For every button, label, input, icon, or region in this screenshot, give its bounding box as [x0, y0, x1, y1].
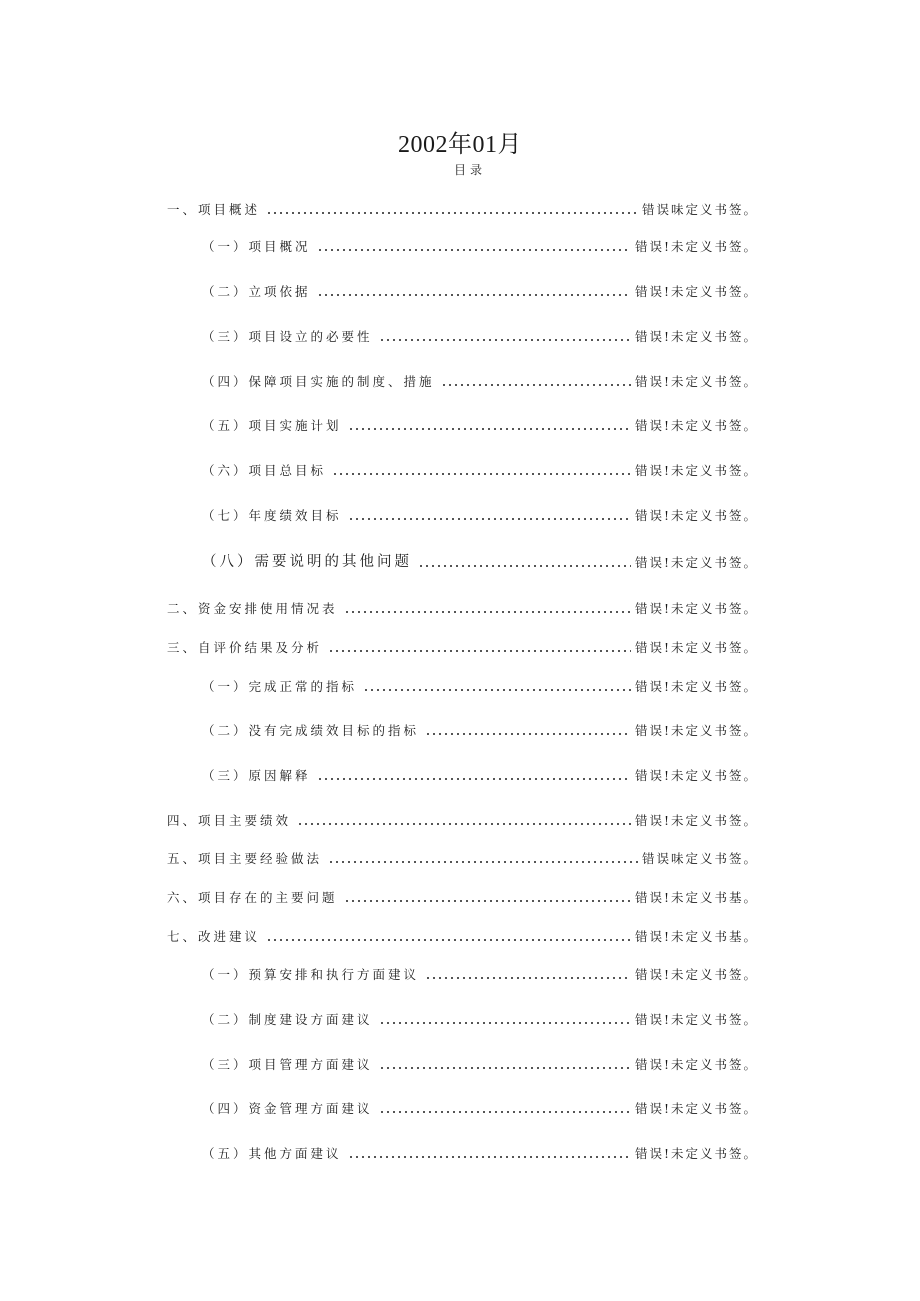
- toc-entry-label: 六、项目存在的主要问题: [167, 890, 338, 905]
- dot-leader: [317, 769, 631, 781]
- toc-entry-1-3[interactable]: [202, 325, 758, 345]
- toc-entry-4[interactable]: [167, 809, 758, 829]
- toc-entry-7-2[interactable]: [202, 1008, 758, 1028]
- dot-leader: [328, 852, 638, 864]
- dot-leader: [328, 641, 631, 653]
- toc-entry-page-ref: 错误!未定义书签。: [634, 239, 758, 254]
- toc-entry-3-2[interactable]: [202, 719, 758, 739]
- toc-entry-label: （七）年度绩效目标: [202, 508, 342, 523]
- dot-leader: [266, 203, 638, 215]
- toc-entry-page-ref: 错误味定义书签。: [641, 851, 758, 866]
- dot-leader: [425, 724, 631, 736]
- dot-leader: [425, 968, 631, 980]
- dot-leader: [418, 556, 631, 568]
- toc-entry-label: （五）项目实施计划: [202, 418, 342, 433]
- dot-leader: [348, 1147, 631, 1159]
- toc-entry-1-1[interactable]: [202, 235, 758, 255]
- toc-entry-page-ref: 错误!未定义书签。: [634, 284, 758, 299]
- dot-leader: [379, 1013, 631, 1025]
- toc-entry-label: 四、项目主要绩效: [167, 813, 292, 828]
- toc-entry-page-ref: 错误!未定义书签。: [634, 555, 758, 570]
- toc-entry-7-3[interactable]: [202, 1053, 758, 1073]
- toc-entry-2[interactable]: [167, 597, 758, 617]
- dot-leader: [348, 419, 631, 431]
- toc-entry-page-ref: 错误!未定义书基。: [634, 929, 758, 944]
- dot-leader: [379, 1058, 631, 1070]
- toc-entry-label: （二）制度建设方面建议: [202, 1012, 373, 1027]
- toc-entry-page-ref: 错误!未定义书签。: [634, 1012, 758, 1027]
- toc-entry-label: （一）项目概况: [202, 239, 311, 254]
- toc-entry-1-6[interactable]: [202, 459, 758, 479]
- dot-leader: [441, 375, 631, 387]
- toc-entry-label: （二）立项依据: [202, 284, 311, 299]
- toc-entry-1-4[interactable]: [202, 370, 758, 390]
- toc-entry-page-ref: 错误!未定义书签。: [634, 329, 758, 344]
- toc-entry-1-8[interactable]: [202, 551, 758, 571]
- toc-entry-label: （四）资金管理方面建议: [202, 1101, 373, 1116]
- toc-entry-page-ref: 错误!未定义书签。: [634, 1057, 758, 1072]
- toc-entry-page-ref: 错误!未定义书签。: [634, 768, 758, 783]
- toc-entry-page-ref: 错误!未定义书签。: [634, 463, 758, 478]
- toc-entry-5[interactable]: [167, 847, 758, 867]
- toc-entry-7-5[interactable]: [202, 1142, 758, 1162]
- toc-entry-label: （五）其他方面建议: [202, 1146, 342, 1161]
- toc-entry-label: 二、资金安排使用情况表: [167, 601, 338, 616]
- toc-entry-label: （三）项目管理方面建议: [202, 1057, 373, 1072]
- toc-entry-1-2[interactable]: [202, 280, 758, 300]
- toc-entry-page-ref: 错误!未定义书签。: [634, 374, 758, 389]
- dot-leader: [379, 1102, 631, 1114]
- toc-entry-page-ref: 错误!未定义书签。: [634, 1146, 758, 1161]
- dot-leader: [332, 464, 631, 476]
- toc-entry-page-ref: 错误!未定义书签。: [634, 640, 758, 655]
- toc-entry-3-1[interactable]: [202, 675, 758, 695]
- toc-entry-page-ref: 错误味定义书签。: [641, 202, 758, 217]
- toc-entry-7-4[interactable]: [202, 1097, 758, 1117]
- toc-entry-1-7[interactable]: [202, 504, 758, 524]
- dot-leader: [317, 285, 631, 297]
- dot-leader: [363, 680, 631, 692]
- dot-leader: [344, 602, 631, 614]
- toc-entry-page-ref: 错误!未定义书签。: [634, 601, 758, 616]
- toc-entry-page-ref: 错误!未定义书签。: [634, 967, 758, 982]
- toc-entry-page-ref: 错误!未定义书签。: [634, 723, 758, 738]
- dot-leader: [379, 330, 631, 342]
- document-date: 2002年01月: [398, 132, 522, 158]
- toc-entry-label: （一）预算安排和执行方面建议: [202, 967, 420, 982]
- toc-entry-label: （六）项目总目标: [202, 463, 327, 478]
- toc-entry-page-ref: 错误!未定义书签。: [634, 813, 758, 828]
- toc-entry-label: （八）需要说明的其他问题: [202, 554, 412, 570]
- toc-entry-page-ref: 错误!未定义书签。: [634, 679, 758, 694]
- toc-entry-1[interactable]: [167, 198, 758, 218]
- toc-entry-7-1[interactable]: [202, 963, 758, 983]
- toc-entry-label: （一）完成正常的指标: [202, 679, 358, 694]
- toc-entry-7[interactable]: [167, 925, 758, 945]
- toc-entry-page-ref: 错误!未定义书签。: [634, 1101, 758, 1116]
- toc-entry-page-ref: 错误!未定义书签。: [634, 418, 758, 433]
- toc-entry-3-3[interactable]: [202, 764, 758, 784]
- dot-leader: [348, 509, 631, 521]
- toc-entry-label: 七、改进建议: [167, 929, 261, 944]
- toc-entry-label: （三）项目设立的必要性: [202, 329, 373, 344]
- toc-entry-label: 五、项目主要经验做法: [167, 851, 323, 866]
- toc-entry-page-ref: 错误!未定义书签。: [634, 508, 758, 523]
- dot-leader: [297, 814, 631, 826]
- toc-entry-label: 一、项目概述: [167, 202, 261, 217]
- toc-entry-3[interactable]: [167, 636, 758, 656]
- dot-leader: [266, 930, 631, 942]
- dot-leader: [344, 891, 631, 903]
- toc-entry-page-ref: 错误!未定义书基。: [634, 890, 758, 905]
- toc-entry-label: （二）没有完成绩效目标的指标: [202, 723, 420, 738]
- toc-title: 目录: [453, 163, 486, 177]
- toc-entry-label: （三）原因解释: [202, 768, 311, 783]
- toc-entry-label: （四）保障项目实施的制度、措施: [202, 374, 435, 389]
- toc-entry-1-5[interactable]: [202, 414, 758, 434]
- toc-entry-label: 三、自评价结果及分析: [167, 640, 323, 655]
- toc-entry-6[interactable]: [167, 886, 758, 906]
- dot-leader: [317, 240, 631, 252]
